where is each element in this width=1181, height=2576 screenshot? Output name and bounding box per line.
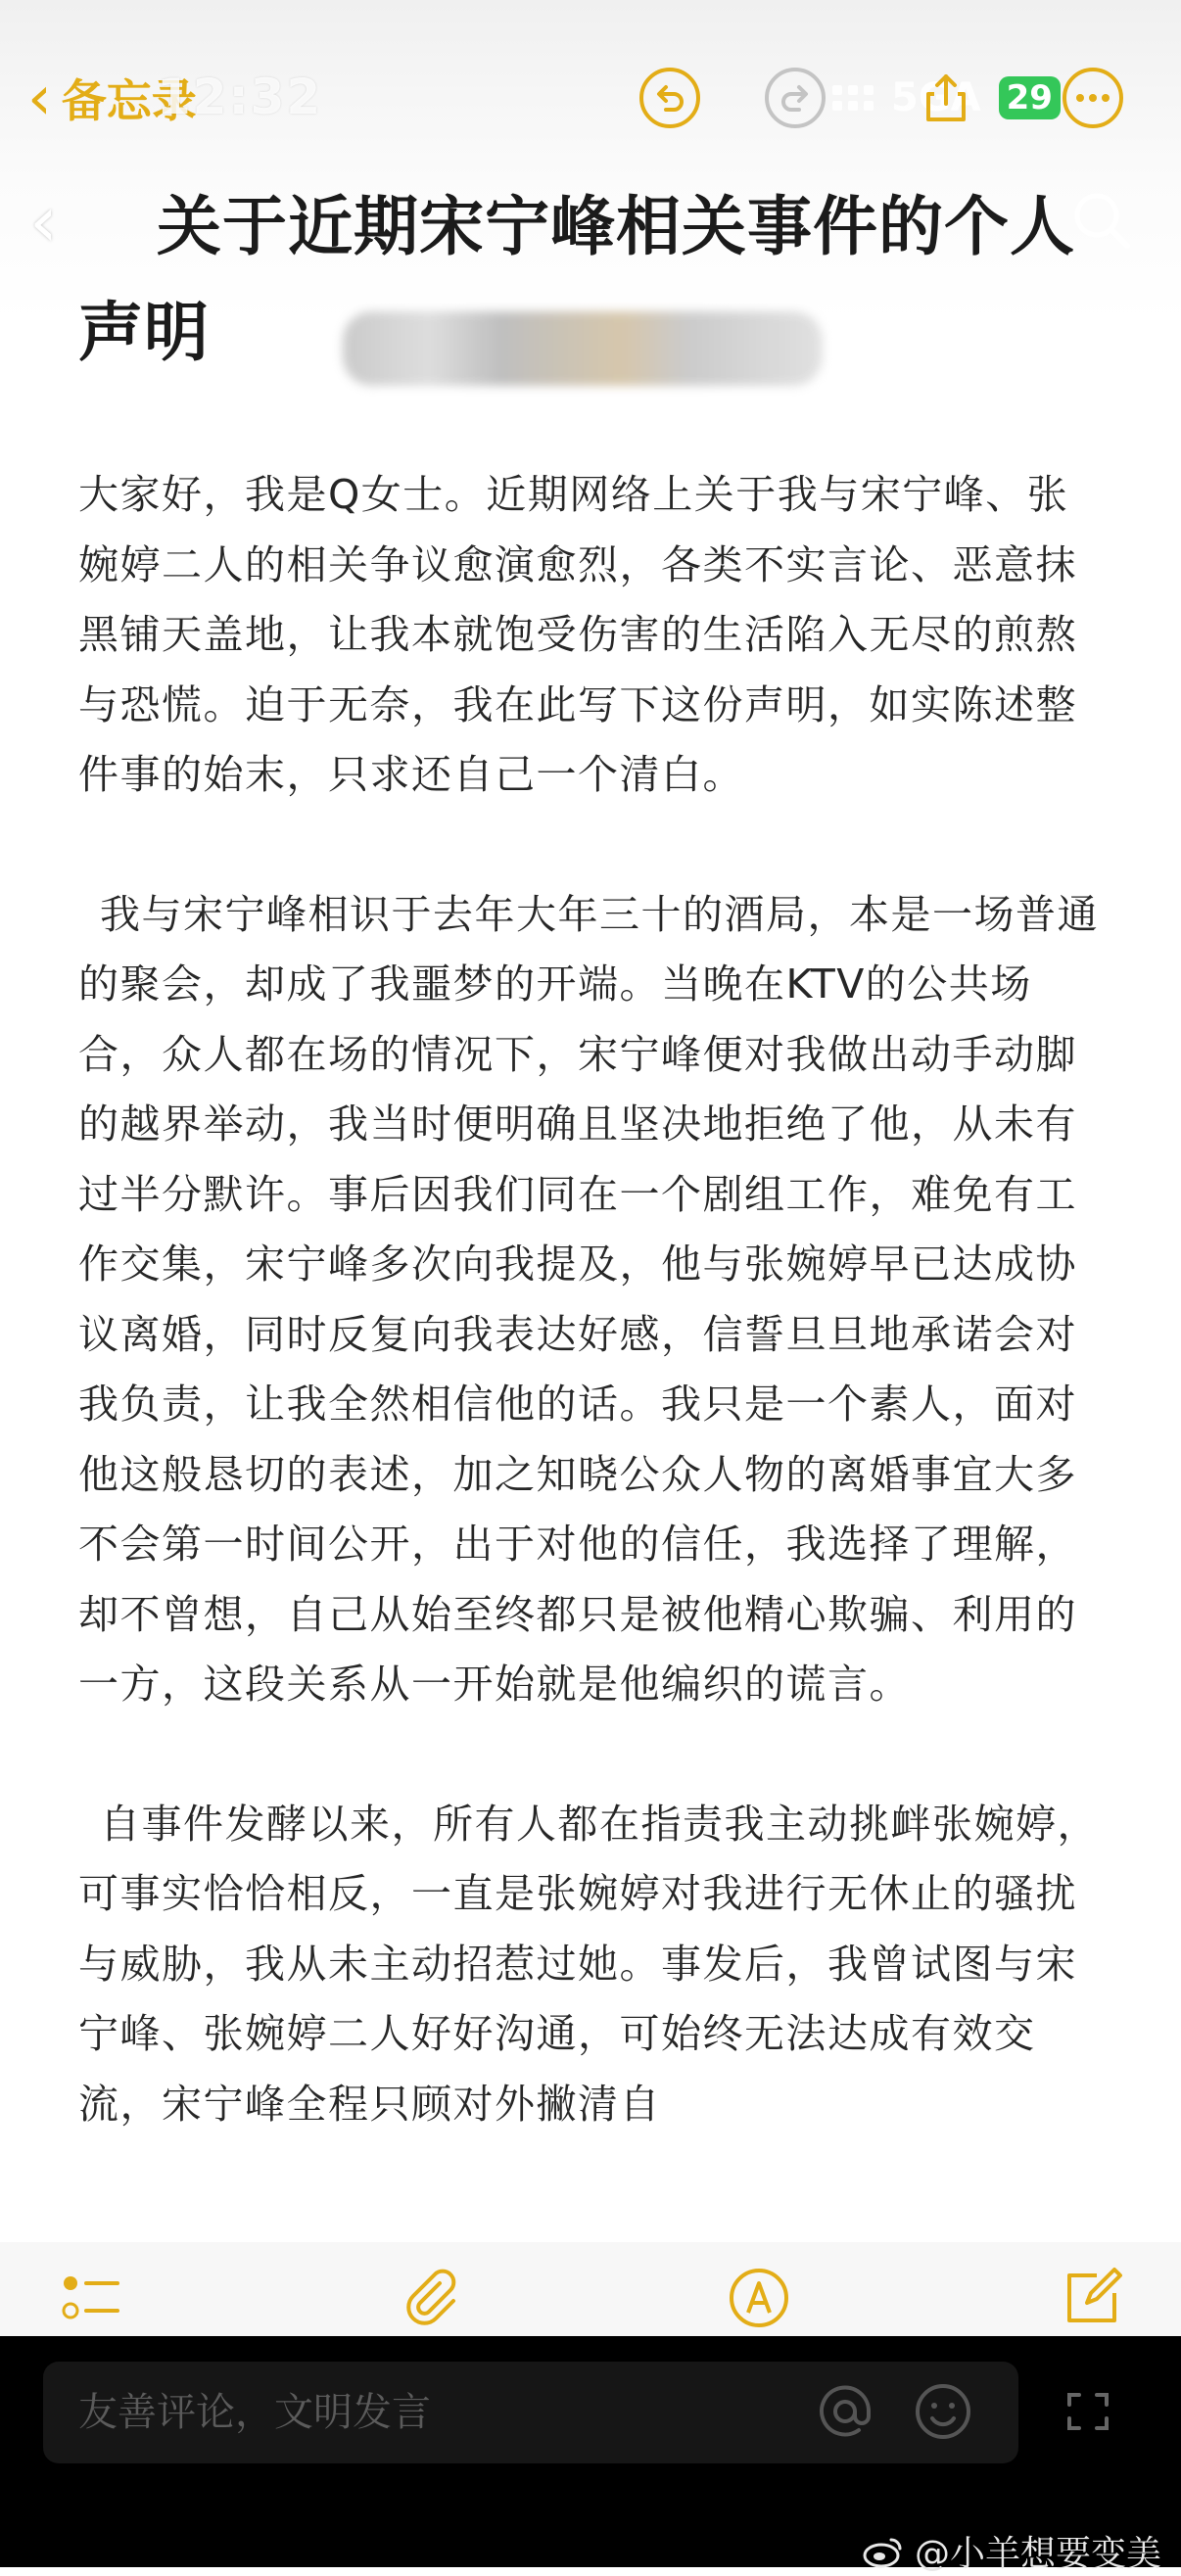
paperclip-icon[interactable]	[397, 2266, 461, 2330]
viewer-back-icon[interactable]: ‹	[29, 180, 58, 262]
share-icon[interactable]	[913, 65, 979, 131]
chevron-left-icon: ‹	[27, 62, 52, 133]
emoji-icon[interactable]	[911, 2379, 975, 2444]
weibo-logo-icon	[862, 2534, 905, 2569]
network-type: 5GA	[891, 75, 981, 120]
redo-icon[interactable]	[762, 65, 828, 131]
undo-icon[interactable]	[637, 65, 703, 131]
battery-level: 29	[999, 76, 1061, 119]
notes-navbar	[0, 39, 1181, 157]
compose-icon[interactable]	[1060, 2266, 1124, 2330]
at-icon[interactable]	[813, 2379, 877, 2444]
back-label: 备忘录	[61, 74, 197, 127]
redacted-blur	[343, 311, 823, 386]
checklist-icon[interactable]	[59, 2266, 123, 2330]
watermark-text: @小羊想要变美	[914, 2534, 1161, 2574]
note-title[interactable]: 关于近期宋宁峰相关事件的个人声明	[78, 189, 1075, 370]
note-body[interactable]	[78, 460, 1107, 2209]
status-time: 12:32	[157, 69, 323, 125]
signal-icon	[832, 85, 874, 111]
notes-toolbar	[0, 2242, 1181, 2340]
note-paragraph: 自事件发酵以来，所有人都在指责我主动挑衅张婉婷，可事实恰恰相反，一直是张婉婷对我进行无休止的骚扰与威胁，我从未主动招惹过她。事发后，我曾试图与宋宁峰、张婉婷二人好好沟通，可始终无法达成有效交流，宋宁峰全程只顾对外撇清自	[78, 1800, 1099, 2128]
pen-markup-icon[interactable]	[727, 2266, 791, 2330]
note-paragraph: 我与宋宁峰相识于去年大年三十的酒局，本是一场普通的聚会，却成了我噩梦的开端。当晚在KTV的公共场合，众人都在场的情况下，宋宁峰便对我做出动手动脚的越界举动，我当时便明确且坚决地拒绝了他，从未有过半分默许。事后因我们同在一个剧组工作，难免有工作交集，宋宁峰多次向我提及，他与张婉婷早已达成协议离婚，同时反复向我表达好感，信誓旦旦地承诺会对我负责，让我全然相信他的话。我只是一个素人，面对他这般恳切的表述，加之知晓公众人物的离婚事宜大多不会第一时间公开，出于对他的信任，我选择了理解，却不曾想，自己从始至终都只是被他精心欺骗、利用的一方，这段关系从一开始就是他编织的谎言。	[78, 890, 1099, 1708]
more-icon[interactable]	[1060, 65, 1126, 131]
share-icon[interactable]	[1056, 2379, 1120, 2444]
note-paragraph: 大家好，我是Q女士。近期网络上关于我与宋宁峰、张婉婷二人的相关争议愈演愈烈，各类不实言论、恶意抹黑铺天盖地，让我本就饱受伤害的生活陷入无尽的煎熬与恐慌。迫于无奈，我在此写下这份声明，如实陈述整件事的始末，只求还自己一个清白。	[78, 471, 1077, 798]
watermark	[862, 2526, 1161, 2576]
